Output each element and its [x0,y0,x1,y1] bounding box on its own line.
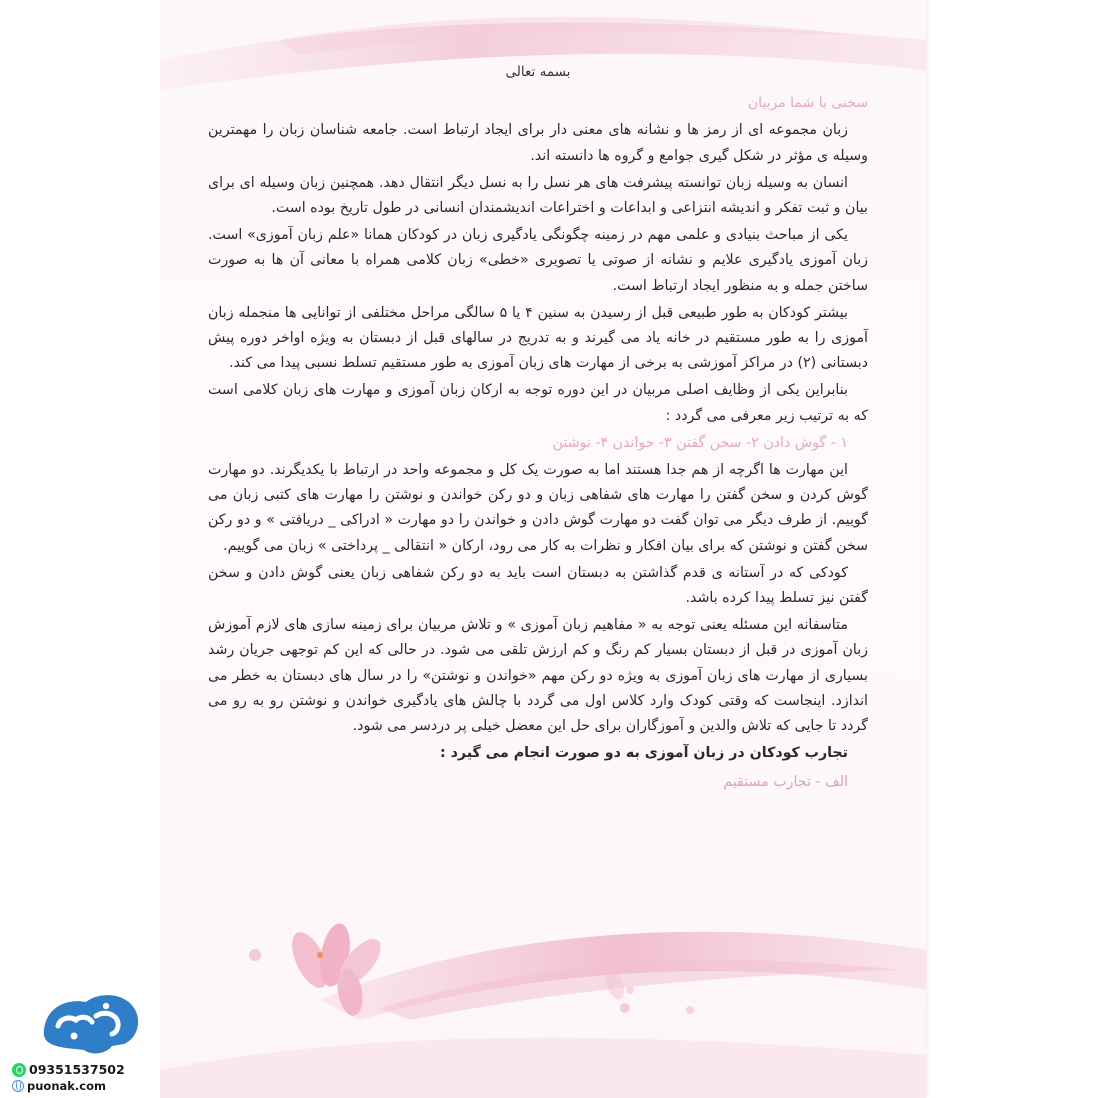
globe-icon [12,1080,24,1092]
paragraph-1: زبان مجموعه ای از رمز ها و نشانه های معنی دار برای ایجاد ارتباط است. جامعه شناسان زبان را مهمترین وسیله ی مؤثر در شکل گیری جوامع و گروه ها دانسته اند. [208,122,868,164]
puonak-logo [12,990,162,1092]
paragraph-2: انسان به وسیله زبان توانسته پیشرفت های هر نسل را به نسل دیگر انتقال دهد. همچنین زبان وسیله ای برای بیان و ثبت تفکر و اندیشه انتزاعی و ابداعات و اختراعات اندیشمندان انسانی در طول تاریخ بوده است. [208,174,868,217]
puonak-brand-icon [36,990,144,1060]
website-row [12,1079,162,1093]
paragraph-8: متاسفانه این مسئله یعنی توجه به « مفاهیم زبان آموزی » و تلاش مربیان برای زمینه سازی های لازم آموزش زبان آموزی در قبل از دبستان بسیار کم رنگ و کم ارزش تلقی می شود. در حالی که این کم توجهی جریان رشد بسیاری از مهارت های زبان آموزی به ویژه دو رکن مهم «خواندن و نوشتن» را در سال های دبستان به خطر می اندازد. اینجاست که وقتی کودک وارد کلاس اول می گردد با چالش های یادگیری خواندن و نوشتن رو به رو می گردد تا جایی که تلاش والدین و آموزگاران برای حل این معضل خیلی پر دردسر می شود. [208,617,868,735]
document-body [208,60,868,796]
phone-number-row [12,1062,162,1077]
skills-list-line: ۱ - گوش دادن ۲- سخن گفتن ۳- خواندن ۴- نوشتن [552,434,848,451]
phone-number: 09351537502 [29,1062,125,1077]
experiences-line: تجارب کودکان در زبان آموزی به دو صورت انجام می گیرد : [439,745,848,762]
paragraph-4: بیشتر کودکان به طور طبیعی قبل از رسیدن به سنین ۴ یا ۵ سالگی مراحل مختلفی از توانایی ها منجمله زبان آموزی را به طور مستقیم در خانه یاد می گیرند و به تدریج در سالهای قبل از دبستان به ویژه اواخر دوره پیش دبستانی (۲) در مراکز آموزشی به برخی از مهارت های زبان آموزی به طور مستقیم تسلط نسبی پیدا می کند. [208,304,868,372]
paragraph-3: یکی از مباحث بنیادی و علمی مهم در زمینه چگونگی یادگیری زبان در کودکان همانا «علم زبان آموزی» است. زبان آموزی یادگیری علایم و نشانه از صوتی یا تصویری «خطی» زبان کلامی همراه با معانی آن ها به صورت ساختن جمله و به منظور ایجاد ارتباط است. [208,227,868,294]
website-url: puonak.com [27,1079,106,1093]
direct-experiences-heading: الف - تجارب مستقیم [723,774,848,791]
basmala-heading: بسمه تعالی [505,64,571,80]
decorative-bottom-flowers [160,880,926,1098]
whatsapp-icon [12,1063,26,1077]
paragraph-6: این مهارت ها اگرچه از هم جدا هستند اما به صورت یک کل و مجموعه واحد در ارتباط با یکدیگرند. دو مهارت گوش کردن و سخن گفتن را مهارت های شفاهی زبان و دو رکن خواندن و نوشتن را مهارت های کتبی زبان می گوییم. از طرف دیگر می توان گفت دو مهارت گوش دادن و خواندن را دو مهارت « ادراکی _ دریافتی » و دو رکن سخن گفتن و نوشتن که برای بیان افکار و نظرات به کار می رود، ارکان « انتقالی _ پرداختی » زبان می گوییم. [208,462,868,554]
paragraph-5: بنابراین یکی از وظایف اصلی مربیان در این دوره توجه به ارکان زبان آموزی و مهارت های زبان کلامی است که به ترتیب زیر معرفی می گردد : [208,382,868,424]
book-page [160,0,926,1098]
paragraph-7: کودکی که در آستانه ی قدم گذاشتن به دبستان است باید به دو رکن شفاهی زبان یعنی گوش دادن و سخن گفتن نیز تسلط پیدا کرده باشد. [208,564,868,607]
section-heading: سخنی با شما مربیان [747,95,868,112]
